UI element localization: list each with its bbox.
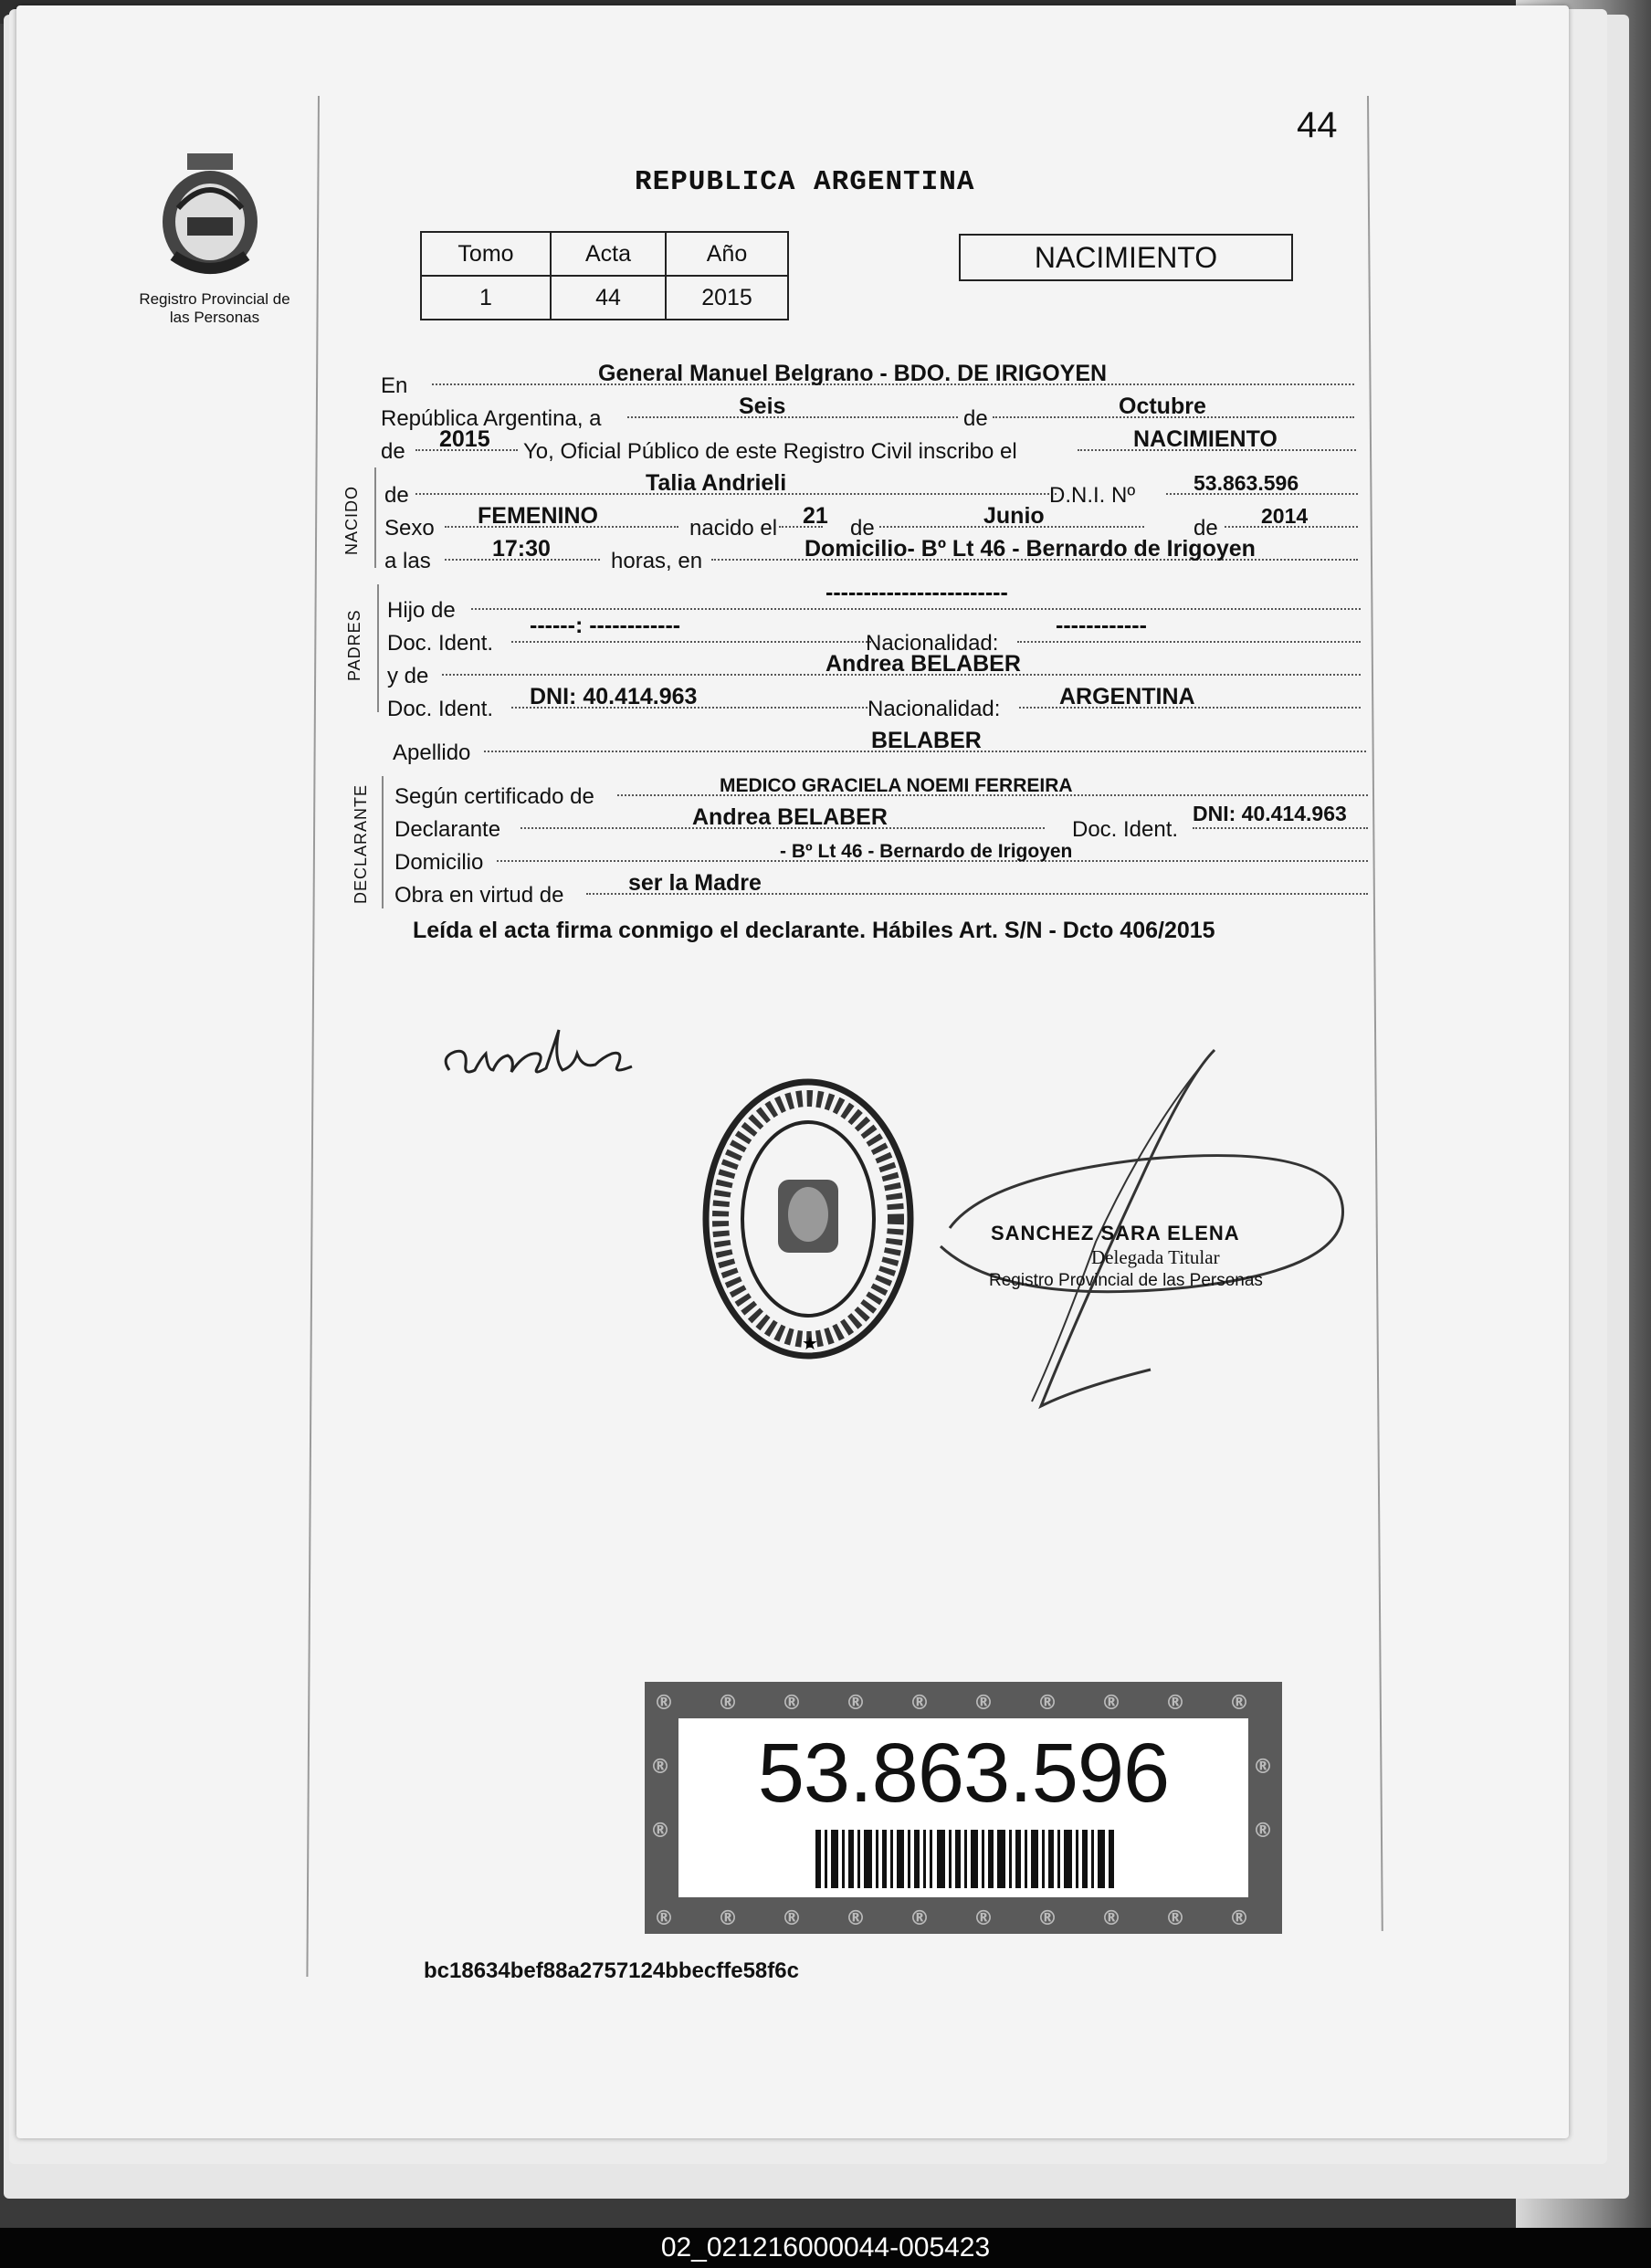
footer-id-bar	[0, 2228, 1651, 2268]
record-table-header-row	[421, 232, 788, 276]
nac1-label: Nacionalidad:	[866, 631, 999, 656]
svg-text:®: ®	[910, 1692, 930, 1715]
svg-text:®: ®	[1229, 1692, 1249, 1715]
svg-text:®: ®	[718, 1907, 738, 1930]
svg-text:®: ®	[973, 1907, 994, 1930]
header-ano: Año	[666, 232, 788, 276]
en-label: En	[381, 373, 408, 398]
yde-value: Andrea BELABER	[826, 651, 1021, 677]
yde-label: y de	[387, 664, 429, 688]
row-domicilio	[393, 840, 1372, 875]
svg-text:®: ®	[650, 1820, 670, 1843]
row-alas	[379, 536, 1358, 573]
dni-value: 53.863.596	[1194, 471, 1299, 495]
dom-value: - Bº Lt 46 - Bernardo de Irigoyen	[780, 841, 1073, 862]
page-number: 44	[1297, 105, 1338, 145]
svg-text:®: ®	[973, 1692, 994, 1715]
doc1-label: Doc. Ident.	[387, 631, 494, 656]
svg-text:®: ®	[1037, 1692, 1057, 1715]
row-republica	[379, 394, 1358, 431]
padres-section-label: PADRES	[345, 609, 363, 681]
decl-label: Declarante	[394, 817, 501, 842]
document-title: REPUBLICA ARGENTINA	[635, 166, 975, 198]
horas-label: horas, en	[611, 549, 703, 573]
header-tomo: Tomo	[421, 232, 551, 276]
nac2-label: Nacionalidad:	[868, 697, 1001, 721]
svg-text:®: ®	[718, 1692, 738, 1715]
document-type-box: NACIMIENTO	[959, 234, 1293, 281]
de-label: de	[963, 406, 988, 431]
svg-text:®: ®	[1101, 1692, 1121, 1715]
obra-label: Obra en virtud de	[394, 883, 564, 908]
svg-text:®: ®	[782, 1907, 802, 1930]
de-label-3: de	[1194, 516, 1218, 541]
declarante-signature	[438, 1023, 657, 1096]
doc2-label: Doc. Ident.	[387, 697, 494, 721]
value-tomo: 1	[421, 276, 551, 320]
de2-label: de	[381, 439, 405, 464]
dni-label: D.N.I. Nº	[1049, 483, 1136, 508]
svg-text:®: ®	[846, 1692, 866, 1715]
value-ano: 2015	[666, 276, 788, 320]
place-value: Domicilio- Bº Lt 46 - Bernardo de Irigoyen	[804, 536, 1256, 562]
header-acta: Acta	[551, 232, 666, 276]
svg-text:®: ®	[782, 1692, 802, 1715]
row-nacido-name	[379, 470, 1358, 508]
alas-label: a las	[384, 549, 431, 573]
row-sexo	[379, 503, 1358, 541]
declarante-divider	[382, 776, 384, 908]
row-obra	[393, 870, 1372, 908]
record-table-value-row	[421, 276, 788, 320]
registry-label: Registro Provincial de las Personas	[139, 290, 290, 326]
nac2-value: ARGENTINA	[1059, 684, 1195, 709]
svg-text:★: ★	[802, 1332, 818, 1354]
barcode-white-area	[678, 1718, 1248, 1897]
nac1-value: ------------	[1056, 613, 1147, 638]
svg-text:®: ®	[654, 1907, 674, 1930]
svg-text:®: ®	[1037, 1907, 1057, 1930]
doc1-value: ------: ------------	[530, 613, 681, 638]
birth-day-value: 21	[803, 503, 828, 529]
sexo-label: Sexo	[384, 516, 435, 541]
record-table	[420, 231, 789, 320]
padres-divider	[377, 584, 379, 712]
official-block	[991, 1222, 1263, 1293]
row-doc2	[384, 684, 1362, 721]
provincial-seal-icon	[151, 153, 269, 281]
en-value: General Manuel Belgrano - BDO. DE IRIGOYEN	[598, 361, 1108, 386]
hijo-label: Hijo de	[387, 598, 456, 623]
doc2-value: DNI: 40.414.963	[530, 684, 698, 709]
svg-text:®: ®	[846, 1907, 866, 1930]
declarante-section-label: DECLARANTE	[352, 783, 370, 904]
apellido-value: BELABER	[871, 728, 982, 753]
dots	[627, 413, 958, 418]
birth-month-value: Junio	[983, 503, 1045, 529]
sexo-value: FEMENINO	[478, 503, 598, 529]
inscribo-label: Yo, Oficial Público de este Registro Civil inscribo el	[523, 439, 1017, 464]
barcode-bars-icon	[815, 1830, 1117, 1888]
cert-value: MEDICO GRACIELA NOEMI FERREIRA	[720, 775, 1073, 796]
official-role: Delegada Titular	[1091, 1246, 1220, 1268]
registry-stamp-icon	[694, 1077, 922, 1370]
time-value: 17:30	[492, 536, 551, 562]
nacido-name-value: Talia Andrieli	[646, 470, 787, 496]
svg-text:®: ®	[1253, 1756, 1273, 1779]
svg-text:®: ®	[1165, 1907, 1185, 1930]
year-value: 2015	[439, 426, 490, 452]
nacido-section-label: NACIDO	[342, 485, 361, 555]
obra-value: ser la Madre	[628, 870, 762, 896]
apellido-label: Apellido	[393, 740, 471, 765]
day-value: Seis	[739, 394, 786, 419]
nacido-divider	[374, 467, 376, 568]
decl-value: Andrea BELABER	[692, 804, 888, 830]
row-yde	[384, 651, 1362, 688]
svg-text:®: ®	[1165, 1692, 1185, 1715]
republica-label: República Argentina, a	[381, 406, 602, 431]
row-declarante	[393, 802, 1372, 842]
nacido-el-label: nacido el	[689, 516, 778, 541]
decl-doc-label: Doc. Ident.	[1072, 817, 1179, 842]
de-label-2: de	[850, 516, 875, 541]
value-acta: 44	[551, 276, 666, 320]
document-hash: bc18634bef88a2757124bbecffe58f6c	[424, 1958, 799, 1983]
svg-text:®: ®	[1229, 1907, 1249, 1930]
month-value: Octubre	[1119, 394, 1206, 419]
row-en	[379, 361, 1358, 398]
inscribo-value: NACIMIENTO	[1133, 426, 1278, 452]
birth-year-value: 2014	[1261, 504, 1309, 528]
svg-text:®: ®	[1101, 1907, 1121, 1930]
cert-label: Según certificado de	[394, 784, 594, 809]
official-office: Registro Provincial de las Personas	[989, 1271, 1263, 1290]
svg-text:®: ®	[650, 1756, 670, 1779]
decl-doc-value: DNI: 40.414.963	[1193, 802, 1347, 825]
barcode-number: 53.863.596	[757, 1727, 1170, 1820]
row-inscribo	[379, 426, 1358, 464]
barcode-label	[645, 1682, 1282, 1934]
footer-id: 02_021216000044-005423	[660, 2232, 991, 2263]
svg-text:®: ®	[910, 1907, 930, 1930]
official-name: SANCHEZ SARA ELENA	[991, 1222, 1240, 1244]
dom-label: Domicilio	[394, 850, 484, 875]
dots	[1193, 824, 1368, 829]
row-doc1	[384, 613, 1362, 656]
row-apellido	[391, 728, 1370, 765]
svg-text:®: ®	[1253, 1820, 1273, 1843]
closing-note: Leída el acta firma conmigo el declarante. Hábiles Art. S/N - Dcto 406/2015	[413, 918, 1215, 943]
nacido-de-label: de	[384, 483, 409, 508]
svg-text:®: ®	[654, 1692, 674, 1715]
hijo-value: ------------------------	[826, 580, 1008, 605]
